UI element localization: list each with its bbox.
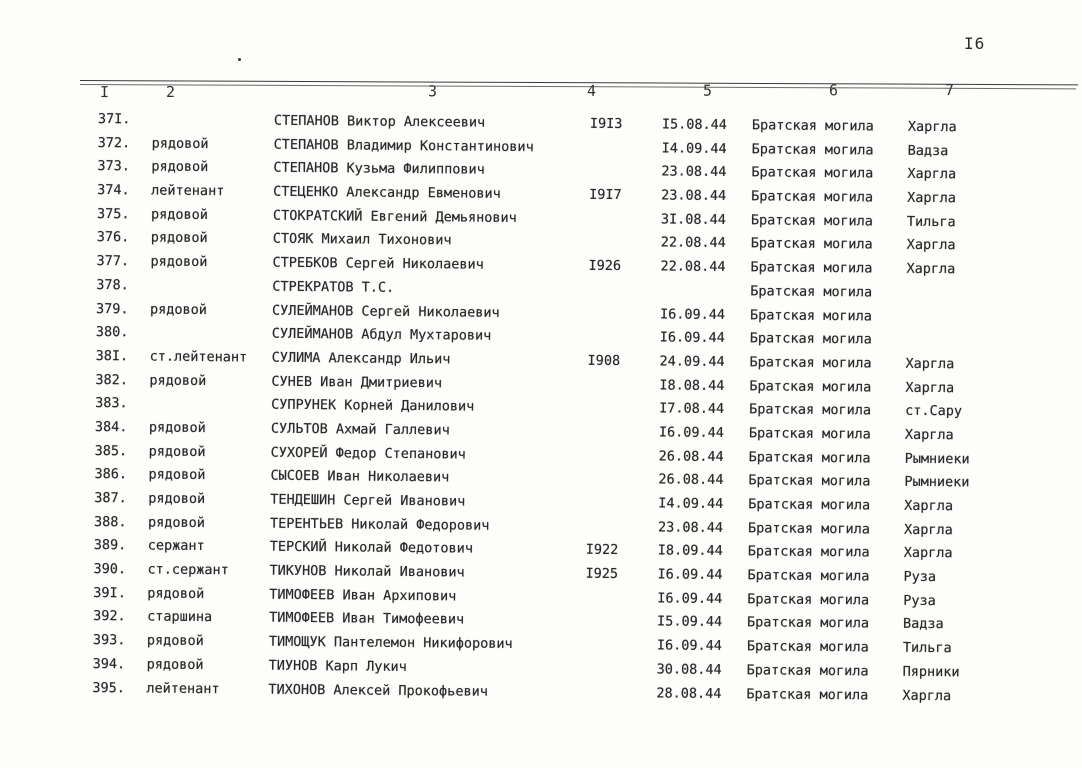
record-burial-place: Харгла <box>904 426 954 444</box>
record-burial-type: Братская могила <box>751 117 874 135</box>
record-rank <box>152 111 268 112</box>
record-rank <box>149 396 265 397</box>
record-name: СУЛЕЙМАНОВ Сергей Николаевич <box>271 302 500 321</box>
record-name: СТЕПАНОВ Владимир Константинович <box>273 136 534 155</box>
record-burial-type: Братская могила <box>748 496 871 514</box>
record-birth-year <box>588 305 648 306</box>
record-birth-year <box>589 163 649 164</box>
record-number: 373. <box>97 158 131 175</box>
record-rank: рядовой <box>150 206 208 223</box>
record-rank: рядовой <box>149 372 207 389</box>
record-name: ТИУНОВ Карп Лукич <box>268 657 407 675</box>
record-death-date: I5.09.44 <box>657 613 723 631</box>
record-name: ТИХОНОВ Алексей Прокофьевич <box>268 681 488 700</box>
record-rank: рядовой <box>148 466 206 484</box>
record-name: СТЕПАНОВ Виктор Алексеевич <box>273 112 486 131</box>
record-birth-year <box>585 589 645 590</box>
record-rank <box>150 325 266 326</box>
record-rank <box>150 277 266 278</box>
record-number: 39I. <box>93 584 126 602</box>
record-burial-type: Братская могила <box>750 259 873 277</box>
record-death-date: I5.08.44 <box>661 116 727 134</box>
record-death-date: 22.08.44 <box>660 258 726 276</box>
record-rank: рядовой <box>151 158 209 176</box>
record-burial-type: Братская могила <box>750 212 873 230</box>
record-number: 395. <box>92 679 126 696</box>
column-header-3: 3 <box>427 82 438 101</box>
record-birth-year <box>587 447 647 448</box>
record-death-date: 23.08.44 <box>661 163 727 181</box>
record-burial-type: Братская могила <box>748 472 871 490</box>
column-header-1: I <box>99 83 110 102</box>
record-name: СУНЕВ Иван Дмитриевич <box>271 373 443 391</box>
record-burial-type: Братская могила <box>748 425 871 443</box>
record-number: 38I. <box>95 347 129 365</box>
record-name: СУЛЕЙМАНОВ Абдул Мухтарович <box>271 325 492 344</box>
record-burial-place: Харгла <box>905 355 955 373</box>
record-birth-year <box>585 637 645 638</box>
record-burial-place: Харгла <box>907 118 957 136</box>
record-number: 374. <box>97 182 130 199</box>
record-burial-place: Харгла <box>906 260 956 278</box>
record-burial-place: Тильга <box>906 213 956 230</box>
record-name: ТЕРСКИЙ Николай Федотович <box>269 539 474 557</box>
record-burial-place: Харгла <box>903 545 953 562</box>
record-death-date: 26.08.44 <box>658 471 724 489</box>
record-rank: рядовой <box>148 419 206 436</box>
record-number: 375. <box>96 205 130 223</box>
record-name: ТИМОФЕЕВ Иван Тимофеевич <box>269 610 465 628</box>
record-birth-year <box>587 400 647 401</box>
record-burial-place: ст.Сару <box>905 402 963 420</box>
record-burial-type: Братская могила <box>751 140 874 159</box>
record-burial-type: Братская могила <box>749 306 873 324</box>
record-burial-place: Харгла <box>903 521 953 538</box>
record-burial-place: Харгла <box>907 189 957 207</box>
record-number: 382. <box>95 371 128 388</box>
record-number: 378. <box>96 276 129 294</box>
record-rank: рядовой <box>146 656 204 673</box>
record-death-date: 30.08.44 <box>656 661 722 678</box>
record-burial-place: Рымниеки <box>904 474 970 491</box>
record-name: ТИКУНОВ Николай Иванович <box>269 562 465 581</box>
record-burial-place: Вадза <box>907 142 949 159</box>
record-burial-place <box>906 308 1016 309</box>
record-name: СУЛЬТОВ Ахмай Галлевич <box>270 420 450 439</box>
record-number: 380. <box>95 324 129 341</box>
ink-dot <box>238 58 241 61</box>
record-number: 393. <box>92 632 126 649</box>
record-birth-year: I922 <box>585 542 619 559</box>
record-burial-type: Братская могила <box>746 662 869 680</box>
record-rank: рядовой <box>147 585 205 602</box>
record-birth-year <box>590 139 650 140</box>
record-number: 37I. <box>97 110 131 128</box>
record-birth-year <box>587 376 647 377</box>
record-burial-place: Тильга <box>902 639 952 657</box>
record-birth-year <box>588 329 648 330</box>
record-burial-place: Харгла <box>904 497 954 515</box>
record-birth-year <box>586 518 646 519</box>
record-birth-year <box>586 495 646 496</box>
record-burial-place: Харгла <box>906 237 956 254</box>
record-name: СТОКРАТСКИЙ Евгений Демьянович <box>272 207 517 226</box>
record-burial-type: Братская могила <box>751 164 874 182</box>
record-birth-year <box>584 684 644 685</box>
record-name: СТЕЦЕНКО Александр Евменович <box>273 183 501 202</box>
record-number: 388. <box>93 513 127 530</box>
record-birth-year <box>587 471 647 472</box>
record-number: 379. <box>95 300 129 317</box>
record-name: СЫСОЕВ Иван Николаевич <box>270 467 450 486</box>
record-burial-type: Братская могила <box>747 543 870 561</box>
record-number: 389. <box>93 537 127 554</box>
record-burial-type: Братская могила <box>749 377 872 395</box>
record-rank: лейтенант <box>146 679 220 697</box>
record-death-date: I8.09.44 <box>657 542 723 560</box>
record-number: 386. <box>94 466 128 483</box>
record-rank: рядовой <box>146 632 204 650</box>
column-header-6: 6 <box>828 81 839 100</box>
record-death-date: 28.08.44 <box>656 684 722 702</box>
record-name: СТЕПАНОВ Кузьма Филиппович <box>273 160 485 179</box>
record-burial-type: Братская могила <box>746 685 869 703</box>
column-header-5: 5 <box>702 81 713 100</box>
record-burial-place: Пярники <box>902 663 960 681</box>
record-death-date: 24.09.44 <box>659 353 725 370</box>
record-death-date: 23.08.44 <box>661 187 727 205</box>
record-burial-type: Братская могила <box>749 401 872 419</box>
record-name: СУЛИМА Александр Ильич <box>271 349 451 368</box>
record-name: ТИМОЩУК Пантелемон Никифорович <box>268 633 513 653</box>
record-birth-year <box>588 282 648 283</box>
record-death-date: I7.08.44 <box>659 400 725 418</box>
record-rank: рядовой <box>150 253 208 271</box>
record-death-date: 3I.08.44 <box>660 211 727 228</box>
record-number: 394. <box>92 655 126 673</box>
record-birth-year <box>589 234 649 235</box>
record-burial-type: Братская могила <box>749 354 872 372</box>
record-burial-type: Братская могила <box>747 590 870 609</box>
record-rank: старшина <box>147 608 213 626</box>
record-death-date: 22.08.44 <box>660 234 726 252</box>
record-number: 376. <box>96 229 130 246</box>
record-rank: рядовой <box>151 135 209 152</box>
column-header-7: 7 <box>944 80 955 99</box>
record-burial-place: Харгла <box>905 379 955 396</box>
record-burial-type: Братская могила <box>746 638 869 656</box>
record-birth-year <box>589 210 649 211</box>
record-number: 392. <box>93 608 126 625</box>
record-birth-year: I908 <box>587 352 621 369</box>
record-name: СУПРУНЕК Корней Данилович <box>271 396 475 415</box>
record-death-date: I6.09.44 <box>659 329 725 347</box>
page-number: I6 <box>964 34 986 53</box>
record-death-date: 23.08.44 <box>657 519 724 536</box>
record-burial-type: Братская могила <box>751 188 874 206</box>
column-header-4: 4 <box>586 81 597 100</box>
record-burial-type: Братская могила <box>747 614 870 632</box>
record-birth-year: I925 <box>585 565 619 583</box>
record-rank: рядовой <box>150 229 208 247</box>
record-burial-place: Харгла <box>907 166 957 183</box>
record-rank: рядовой <box>148 443 206 460</box>
record-name: СУХОРЕЙ Федор Степанович <box>270 444 466 463</box>
record-death-date: I4.09.44 <box>661 140 727 157</box>
record-death-date: I6.09.44 <box>656 637 722 655</box>
record-rank: рядовой <box>147 514 206 531</box>
record-death-date: I6.09.44 <box>657 566 723 584</box>
record-death-date: 26.08.44 <box>658 448 724 465</box>
record-burial-place: Руза <box>903 592 936 609</box>
record-rank: лейтенант <box>151 182 225 200</box>
record-burial-type: Братская могила <box>747 519 870 538</box>
record-burial-place: Руза <box>903 568 937 586</box>
record-birth-year: I9I7 <box>589 186 622 204</box>
record-burial-place: Вадза <box>903 616 944 633</box>
column-header-row <box>0 81 1082 106</box>
record-number: 377. <box>96 253 130 270</box>
record-name: ТЕРЕНТЬЕВ Николай Федорович <box>269 515 490 534</box>
record-number: 387. <box>94 489 127 507</box>
record-burial-type: Братская могила <box>747 567 870 585</box>
record-burial-place <box>906 332 1016 333</box>
record-name: СТРЕКРАТОВ Т.С. <box>272 278 395 296</box>
record-burial-place <box>906 285 1016 286</box>
record-birth-year <box>585 660 645 661</box>
burial-record-list <box>0 107 1082 710</box>
record-number: 384. <box>94 418 128 436</box>
record-rank: ст.сержант <box>147 561 229 579</box>
record-rank: рядовой <box>149 300 208 318</box>
record-name: ТИМОФЕЕВ Иван Архипович <box>269 586 457 605</box>
record-death-date: I6.09.44 <box>658 424 725 441</box>
record-death-date: I4.09.44 <box>658 495 724 513</box>
record-number: 372. <box>97 134 131 151</box>
record-number: 390. <box>93 561 127 578</box>
record-name: СТОЯК Михаил Тихонович <box>272 231 452 249</box>
record-number: 385. <box>94 442 128 459</box>
record-rank: сержант <box>147 537 205 555</box>
record-burial-place: Рымниеки <box>904 450 970 467</box>
record-birth-year <box>587 424 647 425</box>
record-rank: рядовой <box>148 490 206 508</box>
record-birth-year <box>585 613 645 614</box>
record-death-date <box>660 282 748 283</box>
record-birth-year: I926 <box>588 257 622 275</box>
record-burial-type: Братская могила <box>750 283 873 301</box>
record-birth-year: I9I3 <box>589 115 623 133</box>
record-burial-type: Братская могила <box>749 330 872 348</box>
record-death-date: I6.09.44 <box>657 590 723 607</box>
record-name: ТЕНДЕШИН Сергей Иванович <box>270 491 466 510</box>
record-death-date: I8.08.44 <box>659 376 725 394</box>
record-burial-place: Харгла <box>902 687 952 704</box>
record-rank: ст.лейтенант <box>149 348 248 366</box>
record-burial-type: Братская могила <box>748 448 871 467</box>
record-death-date: I6.09.44 <box>659 305 726 323</box>
record-name: СТРЕБКОВ Сергей Николаевич <box>272 254 484 273</box>
record-burial-type: Братская могила <box>750 235 873 253</box>
record-number: 383. <box>95 395 128 412</box>
column-header-2: 2 <box>165 82 176 101</box>
